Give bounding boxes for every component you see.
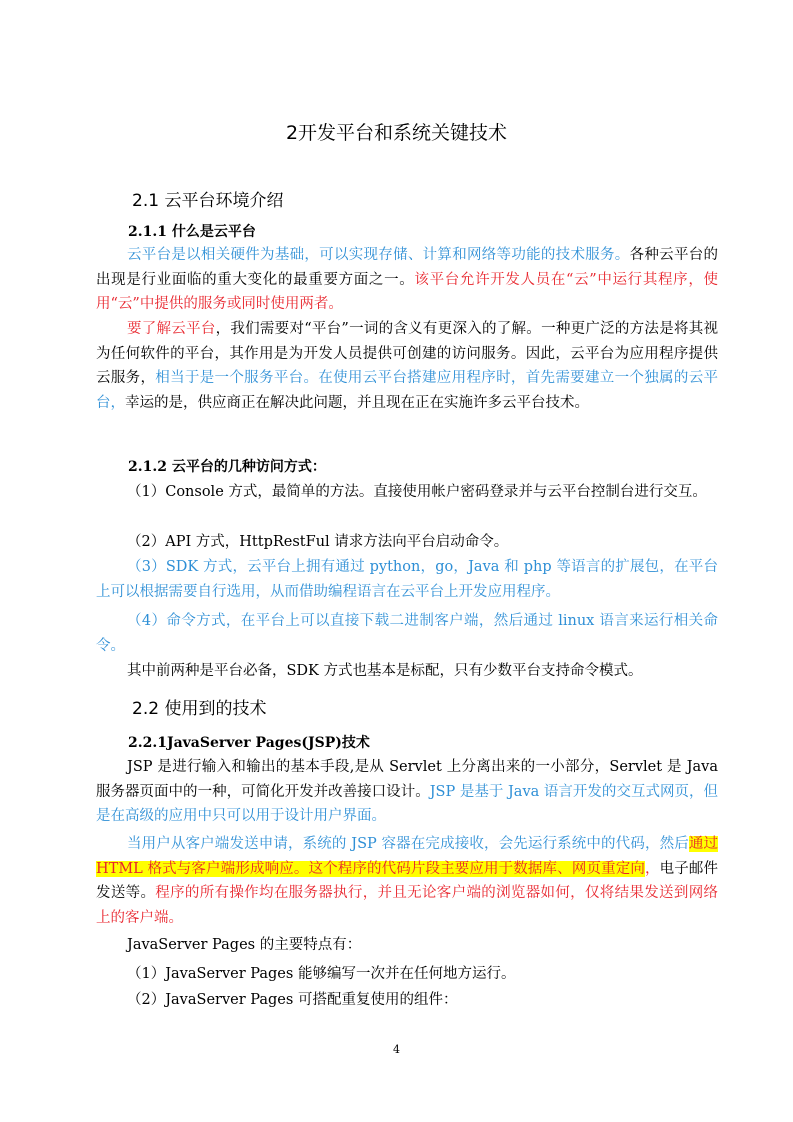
chapter-title: 2开发平台和系统关键技术 [285,122,508,144]
text-span: 云平台是以相关硬件为基础，可以实现存储、计算和网络等功能的技术服务。 [127,247,630,263]
paragraph-understand-platform [96,317,718,415]
text-span: ，我们需要对“平台”一词的含义有更深入的了解。一种更广泛的方法是将其视为任何软件的平台，其作用是为开发人员提供可创建的访问服务。因此，云平台为应用程序提供云服务， [96,321,719,387]
access-method-sdk: （3）SDK 方式，云平台上拥有通过 python，go，Java 和 php 等语言的扩展包，在平台上可以根据需要自行选用，从而借助编程语言在云平台上开发应用程序。 [96,559,718,600]
subsection-2-1-1-title: 2.1.1 什么是云平台 [128,224,256,240]
text-span: 程序的所有操作均在服务器执行，并且无论客户端的浏览器如何，仅将结果发送到网络上的客户端。 [96,885,719,926]
section-2-1-title: 2.1 云平台环境介绍 [132,191,284,211]
access-method-api: （2）API 方式，HttpRestFul 请求方法向平台启动命令。 [127,534,509,550]
subsection-2-2-1-title: 2.2.1JavaServer Pages(JSP)技术 [128,735,370,751]
text-span: 电子邮件发送等。 [96,860,719,902]
text-span: 各种云平台的出现是行业面临的重大变化的最重要方面之一。 [96,247,719,288]
text-span: 幸运的是，供应商正在解决此问题，并且现在正在实施许多云平台技术。 [125,394,589,411]
paragraph-jsp-workflow [96,832,718,930]
subsection-2-1-2-title: 2.1.2 云平台的几种访问方式： [128,459,326,475]
access-method-console: （1）Console 方式，最简单的方法。直接使用帐户密码登录并与云平台控制台进行交互。 [127,484,707,500]
text-span: 相当于是一个服务平台。在使用云平台搭建应用程序时，首先需要建立一个独属的云平台， [96,370,719,411]
section-2-2-title: 2.2 使用到的技术 [132,699,267,719]
text-span: 要了解云平台 [127,321,216,337]
text-span: 该平台允许开发人员在“云”中运行其程序，使用“云”中提供的服务或同时使用两者。 [96,271,719,313]
page-number: 4 [393,1043,400,1056]
access-method-command: （4）命令方式，在平台上可以直接下载二进制客户端，然后通过 linux 语言来运行相关命令。 [96,613,718,654]
text-span: 当用户从客户端发送申请，系统的 JSP 容器在完成接收，会先运行系统中的代码，然后 [127,836,689,852]
access-method-summary: 其中前两种是平台必备，SDK 方式也基本是标配，只有少数平台支持命令模式。 [127,663,643,679]
text-span: JSP 是基于 Java 语言开发的交互式网页，但是在高级的应用中只可以用于设计用户界面。 [96,783,719,825]
text-span: ， [644,860,660,877]
paragraph-jsp-intro [96,755,718,829]
paragraph-cloud-platform-definition [96,243,718,317]
jsp-feature-2: （2）JavaServer Pages 可搭配重复使用的组件： [127,992,458,1008]
text-span: JSP 是进行输入和输出的基本手段,是从 Servlet 上分离出来的一小部分，Servlet 是 Java 服务器页面中的一种，可简化开发并改善接口设计。 [96,759,718,800]
jsp-features-intro: JavaServer Pages 的主要特点有： [127,937,362,953]
highlighted-text: 通过 HTML 格式与客户端形成响应。这个程序的代码片段主要应用于数据库、网页重定向 [96,836,719,877]
jsp-feature-1: （1）JavaServer Pages 能够编写一次并在任何地方运行。 [127,966,516,982]
